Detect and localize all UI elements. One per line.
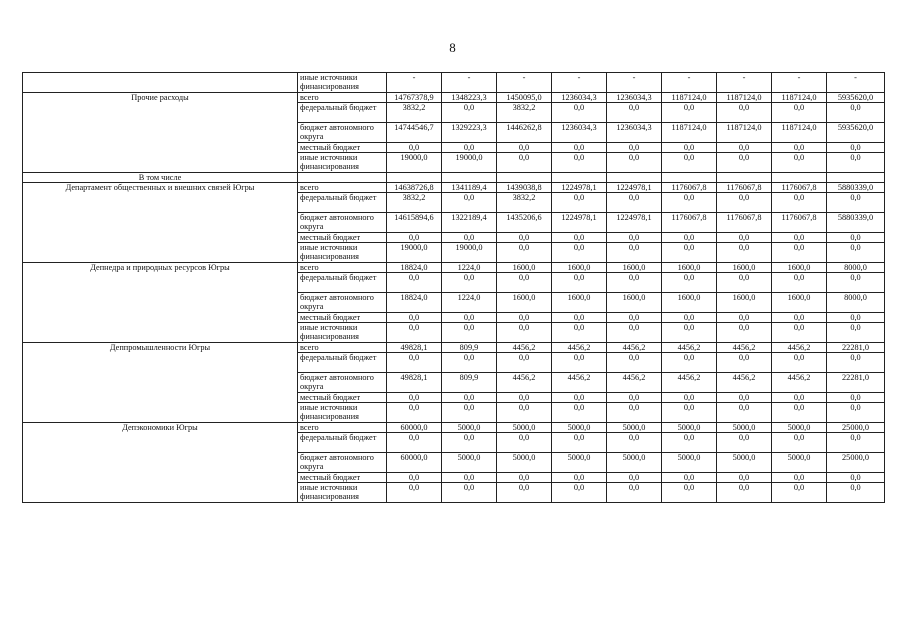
value-cell: 0,0 [772, 403, 827, 423]
value-cell: 0,0 [717, 233, 772, 243]
value-cell: 809,9 [442, 373, 497, 393]
value-cell: 1224978,1 [607, 183, 662, 193]
value-cell: 5000,0 [772, 453, 827, 473]
section-divider-label: В том числе [23, 173, 298, 183]
value-cell: 1187124,0 [717, 123, 772, 143]
value-cell: 1224978,1 [607, 213, 662, 233]
value-cell: 0,0 [662, 353, 717, 373]
value-cell: 0,0 [827, 193, 885, 213]
value-cell: 1600,0 [607, 263, 662, 273]
value-cell: 1176067,8 [772, 213, 827, 233]
value-cell: 0,0 [607, 143, 662, 153]
value-cell: 0,0 [827, 273, 885, 293]
value-cell: 0,0 [772, 273, 827, 293]
value-cell: 0,0 [827, 473, 885, 483]
value-cell: 0,0 [662, 193, 717, 213]
value-cell: 0,0 [827, 243, 885, 263]
value-cell: 22281,0 [827, 343, 885, 353]
value-cell: 0,0 [717, 393, 772, 403]
value-cell: 0,0 [827, 143, 885, 153]
value-cell: 1187124,0 [772, 93, 827, 103]
value-cell: 0,0 [772, 233, 827, 243]
source-cell: всего [298, 93, 387, 103]
value-cell: 0,0 [442, 193, 497, 213]
value-cell: 14767378,9 [387, 93, 442, 103]
value-cell: 25000,0 [827, 453, 885, 473]
value-cell: 0,0 [717, 433, 772, 453]
source-cell: всего [298, 263, 387, 273]
value-cell: 0,0 [607, 433, 662, 453]
value-cell: 0,0 [497, 433, 552, 453]
source-cell: всего [298, 183, 387, 193]
empty-cell [772, 173, 827, 183]
source-cell: иные источники финансирования [298, 483, 387, 503]
value-cell: 0,0 [717, 323, 772, 343]
value-cell: - [552, 73, 607, 93]
value-cell: 5935620,0 [827, 123, 885, 143]
value-cell: 0,0 [662, 143, 717, 153]
value-cell: 19000,0 [442, 153, 497, 173]
value-cell: 0,0 [442, 143, 497, 153]
value-cell: 0,0 [607, 153, 662, 173]
empty-cell [298, 173, 387, 183]
table-row [23, 183, 885, 193]
value-cell: 1187124,0 [662, 93, 717, 103]
table-row-divider [23, 173, 885, 183]
value-cell: 0,0 [827, 483, 885, 503]
value-cell: 0,0 [827, 403, 885, 423]
value-cell: 0,0 [607, 233, 662, 243]
value-cell: 1176067,8 [662, 213, 717, 233]
value-cell: - [662, 73, 717, 93]
value-cell: 0,0 [607, 193, 662, 213]
value-cell: 0,0 [552, 403, 607, 423]
value-cell: 0,0 [607, 483, 662, 503]
value-cell: 1600,0 [497, 293, 552, 313]
value-cell: 4456,2 [717, 343, 772, 353]
value-cell: 0,0 [717, 403, 772, 423]
program-name: Депнедра и природных ресурсов Югры [23, 263, 298, 343]
program-name: Депэкономики Югры [23, 423, 298, 503]
value-cell: 8000,0 [827, 263, 885, 273]
value-cell: 1435206,6 [497, 213, 552, 233]
value-cell: 0,0 [827, 393, 885, 403]
value-cell: 0,0 [387, 233, 442, 243]
value-cell: 0,0 [772, 433, 827, 453]
value-cell: 1439038,8 [497, 183, 552, 193]
value-cell: 1224,0 [442, 293, 497, 313]
value-cell: 4456,2 [552, 373, 607, 393]
value-cell: 0,0 [827, 103, 885, 123]
value-cell: 0,0 [497, 273, 552, 293]
value-cell: 0,0 [827, 323, 885, 343]
program-cell [23, 73, 298, 93]
value-cell: 0,0 [607, 403, 662, 423]
value-cell: 4456,2 [662, 343, 717, 353]
value-cell: 0,0 [827, 433, 885, 453]
program-name: Департамент общественных и внешних связей Югры [23, 183, 298, 263]
value-cell: 0,0 [607, 353, 662, 373]
empty-cell [552, 173, 607, 183]
value-cell: 5000,0 [717, 423, 772, 433]
value-cell: 0,0 [662, 473, 717, 483]
value-cell: 0,0 [552, 313, 607, 323]
source-cell: всего [298, 343, 387, 353]
value-cell: 0,0 [607, 473, 662, 483]
value-cell: 0,0 [717, 473, 772, 483]
source-cell: федеральный бюджет [298, 273, 387, 293]
value-cell: 0,0 [442, 483, 497, 503]
value-cell: 0,0 [772, 193, 827, 213]
value-cell: 25000,0 [827, 423, 885, 433]
empty-cell [717, 173, 772, 183]
value-cell: 1236034,3 [552, 123, 607, 143]
value-cell: 0,0 [497, 143, 552, 153]
value-cell: 0,0 [607, 393, 662, 403]
value-cell: 0,0 [442, 313, 497, 323]
value-cell: 0,0 [717, 143, 772, 153]
value-cell: 0,0 [772, 313, 827, 323]
source-cell: иные источники финансирования [298, 323, 387, 343]
value-cell: 1600,0 [552, 293, 607, 313]
value-cell: 4456,2 [497, 373, 552, 393]
source-cell: бюджет автономного округа [298, 453, 387, 473]
source-cell: местный бюджет [298, 313, 387, 323]
value-cell: 0,0 [497, 153, 552, 173]
value-cell: 5000,0 [662, 453, 717, 473]
value-cell: 0,0 [772, 153, 827, 173]
value-cell: 0,0 [497, 243, 552, 263]
value-cell: 1236034,3 [607, 123, 662, 143]
value-cell: 5000,0 [497, 423, 552, 433]
value-cell: 0,0 [662, 273, 717, 293]
value-cell: 22281,0 [827, 373, 885, 393]
value-cell: 19000,0 [442, 243, 497, 263]
source-cell: федеральный бюджет [298, 103, 387, 123]
source-cell: федеральный бюджет [298, 353, 387, 373]
value-cell: 0,0 [772, 353, 827, 373]
financing-table [22, 72, 885, 503]
empty-cell [827, 173, 885, 183]
value-cell: 1187124,0 [662, 123, 717, 143]
value-cell: 5000,0 [607, 423, 662, 433]
value-cell: 0,0 [662, 323, 717, 343]
empty-cell [607, 173, 662, 183]
value-cell: - [772, 73, 827, 93]
page-number: 8 [449, 40, 456, 55]
value-cell: 0,0 [387, 483, 442, 503]
source-cell: местный бюджет [298, 473, 387, 483]
value-cell: 4456,2 [497, 343, 552, 353]
value-cell: 1600,0 [772, 293, 827, 313]
value-cell: - [717, 73, 772, 93]
source-cell: федеральный бюджет [298, 193, 387, 213]
value-cell: 0,0 [552, 473, 607, 483]
value-cell: 14638726,8 [387, 183, 442, 193]
value-cell: 0,0 [497, 403, 552, 423]
value-cell: 0,0 [497, 483, 552, 503]
value-cell: 0,0 [387, 393, 442, 403]
value-cell: 5000,0 [772, 423, 827, 433]
value-cell: 0,0 [662, 233, 717, 243]
value-cell: 0,0 [662, 483, 717, 503]
source-cell: федеральный бюджет [298, 433, 387, 453]
value-cell: 60000,0 [387, 423, 442, 433]
value-cell: 0,0 [827, 353, 885, 373]
value-cell: 0,0 [552, 233, 607, 243]
program-name: Деппромышленности Югры [23, 343, 298, 423]
value-cell: 0,0 [552, 193, 607, 213]
value-cell: 0,0 [717, 313, 772, 323]
table-row [23, 343, 885, 353]
value-cell: 1176067,8 [772, 183, 827, 193]
value-cell: 0,0 [772, 243, 827, 263]
value-cell: 5880339,0 [827, 183, 885, 193]
value-cell: 0,0 [717, 103, 772, 123]
value-cell: 14615894,6 [387, 213, 442, 233]
value-cell: 0,0 [552, 483, 607, 503]
value-cell: 3832,2 [497, 103, 552, 123]
value-cell: 1348223,3 [442, 93, 497, 103]
value-cell: 5000,0 [442, 423, 497, 433]
value-cell: 0,0 [827, 313, 885, 323]
source-cell: бюджет автономного округа [298, 213, 387, 233]
value-cell: 0,0 [497, 233, 552, 243]
value-cell: 5000,0 [497, 453, 552, 473]
value-cell: 0,0 [387, 323, 442, 343]
empty-cell [662, 173, 717, 183]
value-cell: 0,0 [552, 243, 607, 263]
value-cell: 3832,2 [387, 103, 442, 123]
value-cell: 19000,0 [387, 243, 442, 263]
value-cell: 1224978,1 [552, 183, 607, 193]
value-cell: 0,0 [662, 403, 717, 423]
value-cell: 1600,0 [662, 293, 717, 313]
value-cell: 1600,0 [717, 263, 772, 273]
table-row [23, 263, 885, 273]
value-cell: 1446262,8 [497, 123, 552, 143]
value-cell: 1600,0 [497, 263, 552, 273]
value-cell: 0,0 [772, 393, 827, 403]
value-cell: 1176067,8 [717, 183, 772, 193]
value-cell: 0,0 [387, 403, 442, 423]
value-cell: 0,0 [662, 243, 717, 263]
value-cell: 809,9 [442, 343, 497, 353]
value-cell: 0,0 [772, 323, 827, 343]
value-cell: 4456,2 [772, 373, 827, 393]
value-cell: - [497, 73, 552, 93]
value-cell: 1224,0 [442, 263, 497, 273]
value-cell: 3832,2 [497, 193, 552, 213]
value-cell: 5000,0 [552, 453, 607, 473]
value-cell: 0,0 [717, 193, 772, 213]
value-cell: - [442, 73, 497, 93]
value-cell: - [387, 73, 442, 93]
value-cell: 1236034,3 [552, 93, 607, 103]
value-cell: 49828,1 [387, 343, 442, 353]
source-cell: бюджет автономного округа [298, 293, 387, 313]
value-cell: 4456,2 [772, 343, 827, 353]
value-cell: 0,0 [497, 473, 552, 483]
value-cell: 0,0 [662, 393, 717, 403]
source-cell: местный бюджет [298, 143, 387, 153]
value-cell: 5000,0 [717, 453, 772, 473]
source-cell: иные источники финансирования [298, 403, 387, 423]
value-cell: 1187124,0 [717, 93, 772, 103]
value-cell: 0,0 [827, 233, 885, 243]
value-cell: 4456,2 [662, 373, 717, 393]
value-cell: 0,0 [607, 273, 662, 293]
source-cell: иные источники финансирования [298, 73, 387, 93]
value-cell: 0,0 [607, 313, 662, 323]
value-cell: 0,0 [387, 143, 442, 153]
value-cell: 0,0 [662, 433, 717, 453]
value-cell: 0,0 [387, 313, 442, 323]
value-cell: 0,0 [442, 353, 497, 373]
value-cell: 8000,0 [827, 293, 885, 313]
value-cell: 0,0 [497, 353, 552, 373]
table-row [23, 73, 885, 93]
value-cell: 1600,0 [552, 263, 607, 273]
value-cell: 0,0 [552, 353, 607, 373]
value-cell: 0,0 [607, 323, 662, 343]
empty-cell [497, 173, 552, 183]
value-cell: 0,0 [662, 103, 717, 123]
value-cell: 1224978,1 [552, 213, 607, 233]
value-cell: 4456,2 [607, 373, 662, 393]
empty-cell [442, 173, 497, 183]
value-cell: 0,0 [717, 153, 772, 173]
value-cell: 5000,0 [662, 423, 717, 433]
value-cell: 19000,0 [387, 153, 442, 173]
value-cell: 1600,0 [772, 263, 827, 273]
value-cell: 5000,0 [442, 453, 497, 473]
value-cell: 0,0 [662, 153, 717, 173]
value-cell: - [607, 73, 662, 93]
value-cell: 1322189,4 [442, 213, 497, 233]
value-cell: 60000,0 [387, 453, 442, 473]
source-cell: всего [298, 423, 387, 433]
value-cell: 0,0 [552, 393, 607, 403]
value-cell: 0,0 [387, 353, 442, 373]
value-cell: 1600,0 [662, 263, 717, 273]
value-cell: 0,0 [442, 473, 497, 483]
value-cell: 0,0 [772, 473, 827, 483]
value-cell: 0,0 [442, 273, 497, 293]
value-cell: 0,0 [717, 273, 772, 293]
value-cell: 0,0 [772, 483, 827, 503]
source-cell: местный бюджет [298, 393, 387, 403]
empty-cell [387, 173, 442, 183]
value-cell: 0,0 [552, 103, 607, 123]
value-cell: 1236034,3 [607, 93, 662, 103]
value-cell: 0,0 [442, 433, 497, 453]
value-cell: 1600,0 [717, 293, 772, 313]
value-cell: 0,0 [387, 273, 442, 293]
value-cell: 0,0 [607, 103, 662, 123]
value-cell: 4456,2 [552, 343, 607, 353]
source-cell: бюджет автономного округа [298, 123, 387, 143]
source-cell: иные источники финансирования [298, 243, 387, 263]
value-cell: 0,0 [442, 233, 497, 243]
value-cell: 0,0 [772, 143, 827, 153]
value-cell: 4456,2 [607, 343, 662, 353]
value-cell: 5000,0 [607, 453, 662, 473]
value-cell: 0,0 [442, 393, 497, 403]
value-cell: 0,0 [442, 323, 497, 343]
value-cell: 14744546,7 [387, 123, 442, 143]
value-cell: 0,0 [552, 433, 607, 453]
source-cell: местный бюджет [298, 233, 387, 243]
value-cell: 0,0 [662, 313, 717, 323]
value-cell: 0,0 [717, 483, 772, 503]
value-cell: 3832,2 [387, 193, 442, 213]
value-cell: 1450095,0 [497, 93, 552, 103]
value-cell: 0,0 [772, 103, 827, 123]
value-cell: 4456,2 [717, 373, 772, 393]
table-row [23, 423, 885, 433]
value-cell: 1176067,8 [662, 183, 717, 193]
value-cell: 0,0 [552, 143, 607, 153]
value-cell: 1187124,0 [772, 123, 827, 143]
program-name: Прочие расходы [23, 93, 298, 173]
value-cell: 5935620,0 [827, 93, 885, 103]
value-cell: 1600,0 [607, 293, 662, 313]
value-cell: 0,0 [387, 473, 442, 483]
value-cell: 0,0 [552, 153, 607, 173]
value-cell: 0,0 [442, 403, 497, 423]
value-cell: 0,0 [442, 103, 497, 123]
value-cell: 1341189,4 [442, 183, 497, 193]
value-cell: 0,0 [552, 273, 607, 293]
value-cell: - [827, 73, 885, 93]
source-cell: бюджет автономного округа [298, 373, 387, 393]
source-cell: иные источники финансирования [298, 153, 387, 173]
value-cell: 0,0 [607, 243, 662, 263]
value-cell: 0,0 [717, 243, 772, 263]
value-cell: 49828,1 [387, 373, 442, 393]
value-cell: 0,0 [387, 433, 442, 453]
value-cell: 5000,0 [552, 423, 607, 433]
value-cell: 0,0 [497, 393, 552, 403]
value-cell: 18824,0 [387, 293, 442, 313]
table-row [23, 93, 885, 103]
value-cell: 1329223,3 [442, 123, 497, 143]
value-cell: 0,0 [717, 353, 772, 373]
value-cell: 0,0 [827, 153, 885, 173]
value-cell: 0,0 [497, 313, 552, 323]
value-cell: 5880339,0 [827, 213, 885, 233]
value-cell: 0,0 [552, 323, 607, 343]
value-cell: 18824,0 [387, 263, 442, 273]
value-cell: 0,0 [497, 323, 552, 343]
value-cell: 1176067,8 [717, 213, 772, 233]
